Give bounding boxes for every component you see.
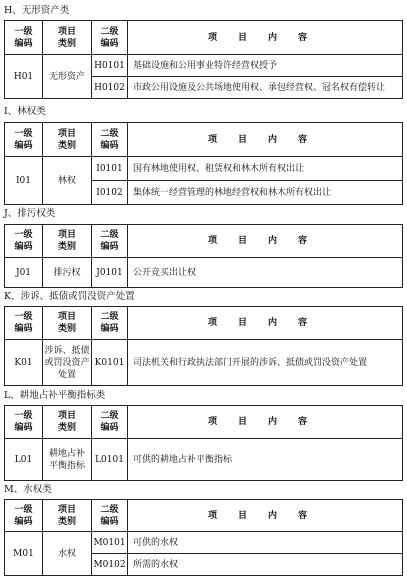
- description-cell: 国有林地使用权、租赁权和林木所有权出让: [128, 157, 403, 181]
- table-k: [4, 306, 403, 386]
- description-cell: 司法机关和行政执法部门开展的涉诉、抵债或罚没资产处置: [128, 340, 403, 386]
- description-cell: 公开竞买出让权: [128, 258, 403, 288]
- category-cell: 涉诉、抵债 或罚没资产 处置: [43, 340, 92, 386]
- header-level2-code: 二级 编码: [92, 21, 128, 55]
- level1-code-cell: J01: [5, 258, 43, 288]
- table-m: [4, 499, 403, 576]
- description-cell: 基础设施和公用事业特许经营权授予: [128, 55, 403, 77]
- level1-code-cell: I01: [5, 157, 43, 205]
- description-cell: 可供的耕地占补平衡指标: [128, 439, 403, 481]
- level2-code-cell: K0101: [92, 340, 128, 386]
- level1-code-cell: K01: [5, 340, 43, 386]
- description-cell: 可供的水权: [128, 532, 403, 554]
- header-content: 项 目 内 容: [128, 21, 403, 55]
- header-row: [5, 500, 403, 532]
- header-item-category: 项目 类别: [43, 123, 92, 157]
- table-row: [5, 258, 403, 288]
- header-item-category: 项目 类别: [43, 406, 92, 439]
- level2-code-cell: M0102: [92, 554, 128, 576]
- table-row: [5, 340, 403, 386]
- level2-code-cell: H0101: [92, 55, 128, 77]
- table-row: [5, 532, 403, 554]
- header-row: [5, 123, 403, 157]
- level1-code-cell: M01: [5, 532, 43, 576]
- header-level2-code: 二级 编码: [92, 123, 128, 157]
- header-level1-code: 一级 编码: [5, 225, 43, 258]
- section-title-j: J、排污权类: [4, 208, 56, 219]
- header-level2-code: 二级 编码: [92, 307, 128, 340]
- level1-code-cell: H01: [5, 55, 43, 99]
- header-level2-code: 二级 编码: [92, 225, 128, 258]
- header-content: 项 目 内 容: [128, 123, 403, 157]
- level2-code-cell: J0101: [92, 258, 128, 288]
- description-cell: 所需的水权: [128, 554, 403, 576]
- header-row: [5, 225, 403, 258]
- section-title-k: K、涉诉、抵债或罚没资产处置: [4, 291, 135, 302]
- level2-code-cell: L0101: [92, 439, 128, 481]
- level2-code-cell: I0102: [92, 181, 128, 205]
- level1-code-cell: L01: [5, 439, 43, 481]
- section-title-m: M、水权类: [4, 484, 52, 495]
- table-row: [5, 157, 403, 181]
- category-cell: 水权: [43, 532, 92, 576]
- category-cell: 林权: [43, 157, 92, 205]
- table-i: [4, 122, 403, 205]
- level2-code-cell: H0102: [92, 77, 128, 99]
- section-title-h: H、无形资产类: [4, 5, 70, 16]
- table-j: [4, 224, 403, 288]
- header-row: [5, 406, 403, 439]
- header-level2-code: 二级 编码: [92, 406, 128, 439]
- header-level2-code: 二级 编码: [92, 500, 128, 532]
- header-level1-code: 一级 编码: [5, 406, 43, 439]
- section-title-i: I、林权类: [4, 106, 46, 117]
- category-cell: 排污权: [43, 258, 92, 288]
- category-cell: 无形资产: [43, 55, 92, 99]
- header-content: 项 目 内 容: [128, 406, 403, 439]
- header-level1-code: 一级 编码: [5, 500, 43, 532]
- category-cell: 耕地占补 平衡指标: [43, 439, 92, 481]
- header-level1-code: 一级 编码: [5, 307, 43, 340]
- table-row: [5, 439, 403, 481]
- header-item-category: 项目 类别: [43, 500, 92, 532]
- header-content: 项 目 内 容: [128, 500, 403, 532]
- table-l: [4, 405, 403, 481]
- header-row: [5, 21, 403, 55]
- header-content: 项 目 内 容: [128, 225, 403, 258]
- table-row: [5, 55, 403, 77]
- header-item-category: 项目 类别: [43, 21, 92, 55]
- table-h: [4, 20, 403, 99]
- header-content: 项 目 内 容: [128, 307, 403, 340]
- section-title-l: L、耕地占补平衡指标类: [4, 390, 106, 401]
- level2-code-cell: M0101: [92, 532, 128, 554]
- description-cell: 集体统一经营管理的林地经营权和林木所有权出让: [128, 181, 403, 205]
- header-level1-code: 一级 编码: [5, 123, 43, 157]
- header-row: [5, 307, 403, 340]
- header-item-category: 项目 类别: [43, 307, 92, 340]
- header-level1-code: 一级 编码: [5, 21, 43, 55]
- level2-code-cell: I0101: [92, 157, 128, 181]
- description-cell: 市政公用设施及公共场地使用权、承包经营权、冠名权有偿转让: [128, 77, 403, 99]
- header-item-category: 项目 类别: [43, 225, 92, 258]
